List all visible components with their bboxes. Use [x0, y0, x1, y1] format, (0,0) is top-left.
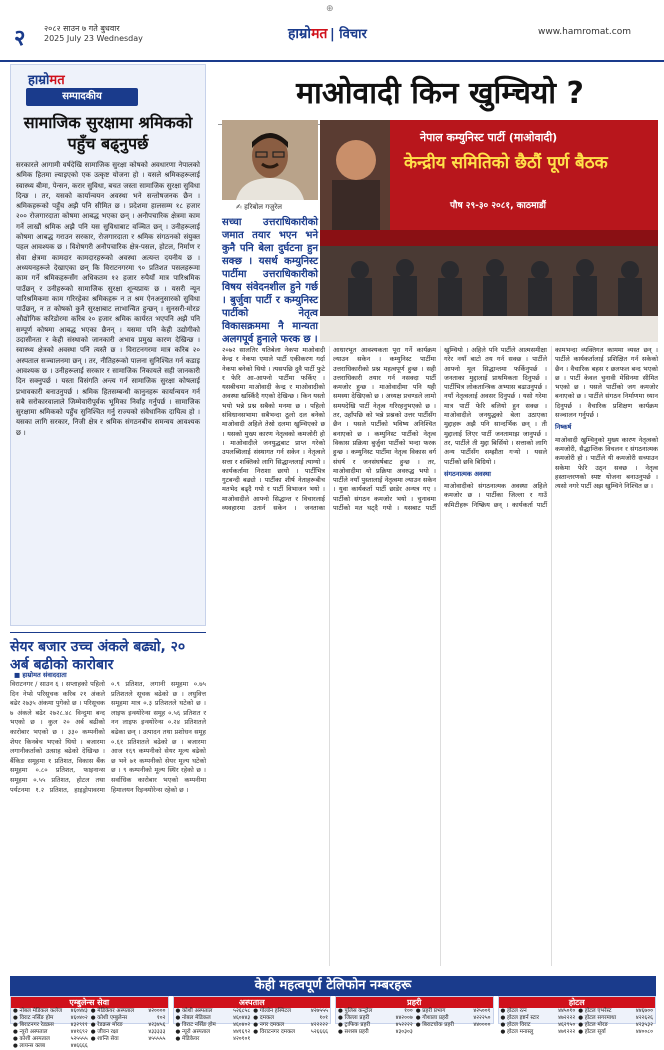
date-english: 2025 July 23 Wednesday — [44, 34, 143, 43]
article-headline: माओवादी किन खुम्चियो ? — [296, 76, 584, 111]
phone-entry-number: १०० — [404, 1008, 413, 1014]
phone-entry — [253, 1022, 328, 1029]
phone-entry-number: ५२६६६६ — [310, 1029, 328, 1035]
author-portrait-icon — [222, 120, 318, 200]
phone-entry — [338, 1029, 413, 1036]
phone-entry-name: ● होटल मनास्लु — [500, 1029, 534, 1035]
phone-entry — [253, 1008, 328, 1015]
phone-entry — [501, 1015, 576, 1022]
phone-entry-number: ४४६६६६ — [70, 1043, 88, 1049]
section-name: | विचार — [330, 27, 367, 42]
article-paragraph-2: माओवादीको संगठनात्मक अवस्था अहिले कमजोर छ । पार्टीका जिल्ला र गाउँ कमिटीहरू निष्क्रिय छन् । कार्यकर्ता पार्टी कामभन्दा व्यक्तिगत काममा व्यस्त छन् । पार्टीले कार्यकर्तालाई प्रशिक्षित गर्न सकेको छैन । वैचारिक बहस र छलफल बन्द भएको छ । पार्टी केवल चुनावी मेसिनमा सीमित भएको छ । यसले पार्टीको जग कमजोर बनाएको छ । पार्टीले संगठन निर्माणमा ध्यान दिनुपर्छ । वैचारिक प्रशिक्षण कार्यक्रम सञ्चालन गर्नुपर्छ । — [444, 346, 658, 509]
phone-entry-number: ४४०००० — [473, 1022, 491, 1028]
phone-entry — [176, 1015, 251, 1022]
phone-entry — [13, 1008, 88, 1015]
phone-entry-name: ● रेडक्रस मोरङ — [90, 1022, 123, 1028]
phone-directory-title: केही महत्वपूर्ण टेलिफोन नम्बरहरू — [10, 976, 656, 996]
phone-entry-number: ४२०१०१ — [233, 1036, 251, 1042]
phone-entry — [338, 1008, 413, 1015]
phone-entry-number: ४३२९११ — [70, 1022, 88, 1028]
phone-entry-name: ● होटल एभरेस्ट — [578, 1008, 612, 1014]
phone-entry — [501, 1008, 576, 1015]
article-subheading-conclusion: निष्कर्ष — [555, 423, 572, 432]
article-paragraph-1: २०७२ सालतिर यतिबेला नेकपा माओवादी केन्द्र र नेकपा एमाले पार्टी एकीकरण गर्दा नेकपा बनेको थियो । त्यसपछि दुवै पार्टी फुटे र फेरि आ-आफ्नो पार्टीमा फर्किए । यसबीचमा माओवादी केन्द्र र माओवादीको अवस्था खस्किँदै गएको देखिन्छ । किन यस्तो भयो भन्ने प्रश्न सबैको मनमा छ । पहिलो संविधानसभामा सबैभन्दा ठूलो दल बनेको माओवादी अहिले तेस्रो दलमा खुम्चिएको छ । यसको मुख्य कारण नेतृत्वको कमजोरी हो । माओवादीले जनयुद्धबाट प्राप्त गरेको उपलब्धिलाई संस्थागत गर्न सकेन । नेतृत्वले सत्ता र शक्तिको लागि सिद्धान्तलाई त्याग्यो । कार्यकर्तामा निराशा छायो । पार्टीभित्र गुटबन्दी बढ्यो । पार्टीका शीर्ष नेताहरूबीच मतभेद बढ्दै गयो र पार्टी विभाजन भयो । माओवादीले आफ्नो सिद्धान्त र विचारलाई व्यवहारमा उतार्न सकेन । जनताका आधारभूत आवश्यकता पूरा गर्ने कार्यक्रम ल्याउन सकेन । कम्युनिस्ट पार्टीमा उत्तराधिकारीको प्रश्न महत्वपूर्ण हुन्छ । सही उत्तराधिकारी तयार गर्न नसक्दा पार्टी कमजोर हुन्छ । माओवादीमा पनि यही समस्या देखिएको छ । अध्यक्ष प्रचण्डले लामो समयदेखि पार्टी नेतृत्व गरिरहनुभएको छ । तर, उहाँपछि को भन्ने प्रश्नको उत्तर पार्टीसँग छैन । यसले पार्टीको भविष्य अनिश्चित बनाएको छ । कम्युनिस्ट पार्टीको नेतृत्व विकास प्रक्रिया बुर्जुवा पार्टीको भन्दा फरक हुन्छ । कम्युनिस्ट पार्टीमा नेतृत्व विकास वर्ग संघर्ष र जनसंघर्षबाट हुन्छ । तर, माओवादीमा यो प्रक्रिया अवरुद्ध भयो । पार्टीले नयाँ पुस्तालाई नेतृत्वमा ल्याउन सकेन । युवा कार्यकर्ता पार्टी छाडेर अन्यत्र गए । पार्टीको संगठन कमजोर भयो । चुनावमा पार्टीको मत घट्दै गयो । यसबाट पार्टी खुम्चियो । अहिले पनि पार्टीले आत्मसमीक्षा गरेर नयाँ बाटो तय गर्न सक्छ । पार्टीले आफ्नो मूल सिद्धान्तमा फर्किनुपर्छ । जनताका मुद्दालाई प्राथमिकता दिनुपर्छ । पार्टीभित्र लोकतान्त्रिक अभ्यास बढाउनुपर्छ । नयाँ नेतृत्वलाई अवसर दिनुपर्छ । यसो गरेमा मात्र पार्टी फेरि बलियो हुन सक्छ । माओवादीले जनयुद्धको बेला उठाएका मुद्दाहरू अझै पनि सान्दर्भिक छन् । ती मुद्दालाई लिएर पार्टी जनतामाझ जानुपर्छ । तर, पार्टीले ती मुद्दा बिर्सियो । सत्ताको लागि अन्य पार्टीसँग सम्झौता गर्‍यो । यसले पार्टीको छवि बिग्रियो । — [222, 346, 547, 513]
phone-entry-name: ● शान्ति सेवा — [90, 1036, 119, 1042]
ed-logo-part-a: हाम्रो — [28, 73, 50, 88]
phone-entry-name: ● विराट नर्सिङ होम — [13, 1015, 54, 1021]
phone-entry-number: ४२३४५६ — [148, 1022, 166, 1028]
phone-entry — [338, 1022, 413, 1029]
phone-entry — [13, 1036, 88, 1043]
phone-entry-number: ४६०४०२ — [70, 1015, 88, 1021]
phone-column — [335, 996, 494, 1035]
phone-list — [174, 1008, 331, 1043]
phone-entry — [91, 1036, 166, 1043]
banner-date: पौष २९-३० २०८१, काठमाडौं — [450, 201, 546, 211]
phone-entry-name: ● गौशाला प्रहरी — [415, 1015, 449, 1021]
phone-entry-number: ४६०४४३ — [233, 1015, 251, 1021]
divider — [10, 632, 206, 633]
phone-entry-number: ४६०४०२ — [233, 1022, 251, 1028]
article-paragraph-3: माओवादी खुम्चिनुको मुख्य कारण नेतृत्वको कमजोरी, सैद्धान्तिक विचलन र संगठनात्मक कमजोरी हो । पार्टीले यी कमजोरी सच्याउन सकेमा फेरि उठ्न सक्छ । नेतृत्व हस्तान्तरणको स्पष्ट योजना बनाउनुपर्छ । त्यसो नगरे पार्टी अझ खुम्चिने निश्चित छ । — [555, 435, 658, 491]
phone-column-heading: अस्पताल — [174, 997, 331, 1008]
phone-entry-number: ४७२२२२ — [558, 1015, 576, 1021]
phone-entry — [91, 1015, 166, 1022]
phone-entry-name: ● जीवन रक्षा — [90, 1029, 119, 1035]
event-photo — [320, 120, 658, 342]
phone-entry-name: ● गोल्डेन हस्पिटल — [253, 1008, 291, 1014]
date-nepali: २०८२ साउन ७ गते बुधवार — [44, 24, 120, 33]
phone-entry-number: ४२३५३२ — [635, 1022, 653, 1028]
banner-meeting-title: केन्द्रीय समितिको छैठौं पूर्ण बैठक — [404, 153, 608, 173]
phone-entry — [13, 1022, 88, 1029]
author-photo — [222, 120, 318, 200]
phone-entry-name: ● बिराटनगर रेडक्रस — [13, 1022, 54, 1028]
share-market-headline: सेयर बजार उच्च अंकले बढ्यो, २० अर्ब बढीको कारोबार — [10, 639, 186, 673]
phone-entry — [176, 1036, 251, 1043]
share-market-body: विराटनगर / साउन ६ । सप्ताहको पहिलो दिन नेप्से परिसूचक करिब २१ अंकले बढेर २७३५ अंकमा पुगेको छ । परिसूचक ७ अंकले बढेर २७२८.४८ विन्दुमा बन्द भएको छ । कुल २० अर्ब बढीको कारोबार भएको छ । ३३० कम्पनीको शेयर किनबेच भएको थियो । बजारमा लगानीकर्ताको उत्साह बढेको देखिन्छ । बैंकिङ समूहमा १ प्रतिशत, विकास बैंक समूहमा ०.८० प्रतिशत, फाइनान्स समूहमा ०.५५ प्रतिशत, होटल तथा पर्यटनमा १.२ प्रतिशत, हाइड्रोपावरमा ०.९ प्रतिशत, लगानी समूहमा ०.७५ प्रतिशतले सूचक बढेको छ । लघुवित्त समूहमा मात्र ०.३ प्रतिशतले घटेको छ । लाइफ इन्स्योरेन्स समूह ०.५६ प्रतिशत र नन लाइफ इन्स्योरेन्स ०.२४ प्रतिशतले बढेका छन् । उत्पादन तथा प्रशोधन समूह ०.६१ प्रतिशतले बढेको छ । बजारमा आज १६९ कम्पनीको सेयर मूल्य बढेको छ भने ७१ कम्पनीको सेयर मूल्य घटेको छ । ९ कम्पनीको मूल्य स्थिर रहेको छ । सर्वाधिक कारोबार भएको कम्पनीमा हिमालयन रिइन्स्योरेन्स रहेको छ । — [10, 680, 206, 794]
phone-entry-number: ४२०००० — [148, 1008, 166, 1014]
logo-part-b: मत — [311, 26, 328, 42]
phone-entry-name: ● मेडिकेयर अस्पताल — [90, 1008, 135, 1014]
author-name-text: हरिबोल गजुरेल — [244, 203, 283, 211]
phone-column — [173, 996, 332, 1042]
phone-entry-number: ४३०३०३ — [395, 1029, 413, 1035]
phone-entry-name: ● नगर दमकल — [253, 1022, 285, 1028]
phone-entry-number: ४४१६९२ — [233, 1029, 251, 1035]
phone-entry — [253, 1029, 328, 1036]
phone-entry-number: ४७१२२२ — [558, 1029, 576, 1035]
phone-entry-number: १०१ — [319, 1015, 328, 1021]
phone-entry — [578, 1022, 653, 1029]
banner-party-name: नेपाल कम्युनिस्ट पार्टी (माओवादी) — [420, 131, 558, 144]
phone-entry — [578, 1029, 653, 1036]
phone-entry-number: ४६०४४३ — [70, 1008, 88, 1014]
phone-entry — [416, 1022, 491, 1029]
article-subheading-organization: संगठनात्मक अवस्था — [444, 469, 491, 478]
phone-entry-number: ४४६७०० — [635, 1008, 653, 1014]
phone-list — [499, 1008, 656, 1036]
phone-entry — [338, 1015, 413, 1022]
phone-entry-number: ५२६८५८ — [233, 1008, 251, 1014]
phone-entry — [578, 1008, 653, 1015]
phone-column — [498, 996, 657, 1035]
phone-entry — [578, 1015, 653, 1022]
phone-entry — [91, 1008, 166, 1015]
phone-entry-number: ४४००८० — [635, 1029, 653, 1035]
phone-entry-number: ४६२९५० — [558, 1022, 576, 1028]
phone-entry — [91, 1022, 166, 1029]
phone-entry — [13, 1043, 88, 1050]
phone-entry-name: ● नोबल मेडिकल — [175, 1015, 211, 1021]
editorial-logo — [28, 70, 65, 88]
logo-part-a: हाम्रो — [288, 26, 312, 42]
editorial-body: सरकारले आगामी वर्षदेखि सामाजिक सुरक्षा कोषको अवधारणा नेपालको श्रमिक हितमा ल्याइएको एक उत्कृष्ट योजना हो । यसले श्रमिकहरूलाई स्वास्थ्य बीमा, पेन्सन, करार सुविधा, बचत जस्ता सामाजिक सुरक्षा सुविधा दिन्छ । तर, यसको कार्यान्वयन अवस्था भने सन्तोषजनक छैन । श्रमिकहरूको पहुँच अझै पनि सीमित छ । प्रदेशमा हालसम्म १८ हजार २०० रोजगारदाता कोषमा आबद्ध भएका छन् । अनौपचारिक क्षेत्रमा काम गर्ने लाखौं श्रमिक अझै पनि यस सुविधाबाट वञ्चित छन् । उनीहरूलाई कोषमा आबद्ध गराउन सरकार, रोजगारदाता र श्रमिक संगठनको संयुक्त पहल आवश्यक छ । विशेषगरी अनौपचारिक क्षेत्र-पसल, होटल, निर्माण र सेवा क्षेत्रमा कामदार कामदारहरूको अवस्था अत्यन्त दयनीय छ । अध्ययनहरूले देखाएका छन् कि विराटनगरमा ९० प्रतिशत पसलहरूमा काम गर्ने श्रमिकहरूसँग अधिकतम १२ हजार रुपैयाँ मात्र पारिश्रमिक पाउँछन् र उनीहरूको सामाजिक सुरक्षा शून्यप्रायः छ । यसरी न्यून पारिश्रमिकमा काम गरिरहेका श्रमिकहरू न त श्रम ऐनअनुसारको सुविधा पाउँछन्, न त कोषको कुनै सुरक्षाबाट लाभान्वित हुन्छन् । सुनसरी-मोरङ औद्योगिक करिडोरमा करिब २० हजार श्रमिक कार्यरत भएपनि अझै पनि सम्पूर्ण कोषमा आबद्ध भएका छैनन् । यसमा पनि केही उद्योगीको उदासीनता र केही संस्थाको जानकारी अभाव प्रमुख कारण देखिन्छ । स्वास्थ्य क्षेत्रको अवस्था पनि त्यस्तै छ । विराटनगरमा मात्र करिब २० अस्पताल सञ्चालनमा छन् । तर, नीतिहरूको पालना सुनिश्चित गर्न कडाइ आवश्यक छ । उनीहरूलाई सरकार र सामाजिक निकायले सही जानकारी दिन सक्नुपर्छ । यस्ता विसंगति अन्त्य गर्न सामाजिक सुरक्षा कोषलाई प्रभावकारी बनाउनुपर्छ । श्रमिक हितसम्बन्धी कानुनहरू कार्यान्वयन गर्न सबै सरोकारवालाले जिम्मेवारीपूर्वक भूमिका निर्वाह गर्नुपर्छ । सामाजिक सुरक्षामा श्रमिकको पहुँच सुनिश्चित गर्नु राज्यको संवैधानिक दायित्व हो । यसका लागि सरकार, निजी क्षेत्र र श्रमिक संगठनबीच समन्वय आवश्यक छ । — [16, 161, 200, 437]
phone-column-heading: प्रहरी — [336, 997, 493, 1008]
registration-mark-icon: ⊕ — [326, 4, 334, 14]
phone-entry-number: ४५५५५५ — [148, 1036, 166, 1042]
phone-entry-number: ४२२२५० — [473, 1015, 491, 1021]
phone-entry-name: ● कोशी एम्बुलेन्स — [90, 1015, 128, 1021]
phone-entry-name: ● दमकल — [253, 1015, 274, 1021]
phone-entry-name: ● सशस्त्र प्रहरी — [338, 1029, 369, 1035]
phone-entry-name: ● नोबल मेडिकल कलेज — [13, 1008, 63, 1014]
phone-entry — [176, 1022, 251, 1029]
ed-logo-part-b: मत — [49, 73, 65, 88]
phone-entry-name: ● होटल इष्टर्न स्टार — [500, 1015, 539, 1021]
phone-entry-number: ४२२६२६ — [635, 1015, 653, 1021]
phone-entry — [176, 1029, 251, 1036]
phone-columns — [10, 996, 656, 1049]
article-body — [222, 346, 658, 966]
phone-entry — [501, 1022, 576, 1029]
phone-entry — [501, 1029, 576, 1036]
page-number: २ — [14, 26, 26, 51]
phone-entry-name: ● होटल मोरङ — [578, 1022, 608, 1028]
phone-entry-name: ● जिल्ला प्रहरी — [338, 1015, 370, 1021]
phone-entry — [13, 1029, 88, 1036]
phone-entry-number: ४२७५५५ — [310, 1008, 328, 1014]
phone-entry-name: ● कोशी अस्पताल — [13, 1036, 50, 1042]
website-link[interactable]: www.hamromat.com — [538, 27, 632, 37]
phone-list — [11, 1008, 168, 1050]
phone-entry-name: ● विराट नर्सिङ होम — [175, 1022, 216, 1028]
phone-entry-name: ● न्यूरो अस्पताल — [13, 1029, 48, 1035]
phone-entry-number: ५२५५५५ — [70, 1036, 88, 1042]
phone-column-heading: एम्बुलेन्स सेवा — [11, 997, 168, 1008]
pull-quote: सच्चा उत्तराधिकारीको जमात तयार भएन भने कुनै पनि बेला दुर्घटना हुन सक्छ । यसर्थ कम्युनिस्ट पार्टीमा उत्तराधिकारीको विषय संवेदनशील हुने गर्छ । बुर्जुवा पार्टी र कम्युनिस्ट पार्टीको नेतृत्व विकासक्रममा नै मान्यता अलगपूर्व हुनाले फरक छ । — [222, 217, 318, 345]
phone-entry-name: ● प्रहरी प्रभाग — [415, 1008, 446, 1014]
issue-date — [44, 24, 143, 44]
phone-entry-name: ● बिराटचोक प्रहरी — [415, 1022, 454, 1028]
phone-entry-number: ४४१६९२ — [70, 1029, 88, 1035]
phone-entry-name: ● होटल विराट — [500, 1022, 531, 1028]
author-name: ✍ हरिबोल गजुरेल — [236, 203, 283, 211]
phone-entry — [91, 1029, 166, 1036]
phone-list — [336, 1008, 493, 1036]
share-credit: ■ हाम्रोमत संवाददाता — [14, 671, 67, 679]
phone-entry-name: ● न्यूरो अस्पताल — [175, 1029, 211, 1035]
phone-entry-name: ● होटल सूर्या — [578, 1029, 606, 1035]
phone-entry — [13, 1015, 88, 1022]
phone-column-heading: होटल — [499, 997, 656, 1008]
phone-entry-name: ● लायन्स क्लब — [13, 1043, 45, 1049]
phone-entry-number: ४४२००७ — [395, 1015, 413, 1021]
phone-entry-number: ४२२२२२ — [310, 1022, 328, 1028]
phone-entry-name: ● पुलिस कन्ट्रोल — [338, 1008, 373, 1014]
phone-entry — [416, 1008, 491, 1015]
phone-entry-name: ● मेडिकेयर — [175, 1036, 200, 1042]
phone-column — [10, 996, 169, 1049]
phone-entry-number: ४२५००१ — [473, 1008, 491, 1014]
editorial-title: सामाजिक सुरक्षामा श्रमिकको पहुँच बढ्नुपर्छ — [23, 113, 193, 153]
phone-entry-name: ● कोशी अस्पताल — [175, 1008, 213, 1014]
phone-entry — [416, 1015, 491, 1022]
phone-entry-name: ● होटल रत्न — [500, 1008, 527, 1014]
phone-entry — [176, 1008, 251, 1015]
phone-entry-name: ● ट्राफिक प्रहरी — [338, 1022, 371, 1028]
phone-directory — [10, 996, 656, 1049]
editorial-label: सम्पादकीय — [26, 88, 138, 106]
phone-entry-name: ● होटल सगरमाथा — [578, 1015, 617, 1021]
phone-entry-name: ● विराटनगर दमकल — [253, 1029, 296, 1035]
phone-entry-number: ४४५०१० — [558, 1008, 576, 1014]
phone-entry-number: ४५२२२२ — [395, 1022, 413, 1028]
phone-entry-number: ४३३३३३ — [148, 1029, 166, 1035]
masthead-logo — [288, 24, 327, 43]
phone-entry — [253, 1015, 328, 1022]
phone-entry-number: १०२ — [156, 1015, 166, 1021]
